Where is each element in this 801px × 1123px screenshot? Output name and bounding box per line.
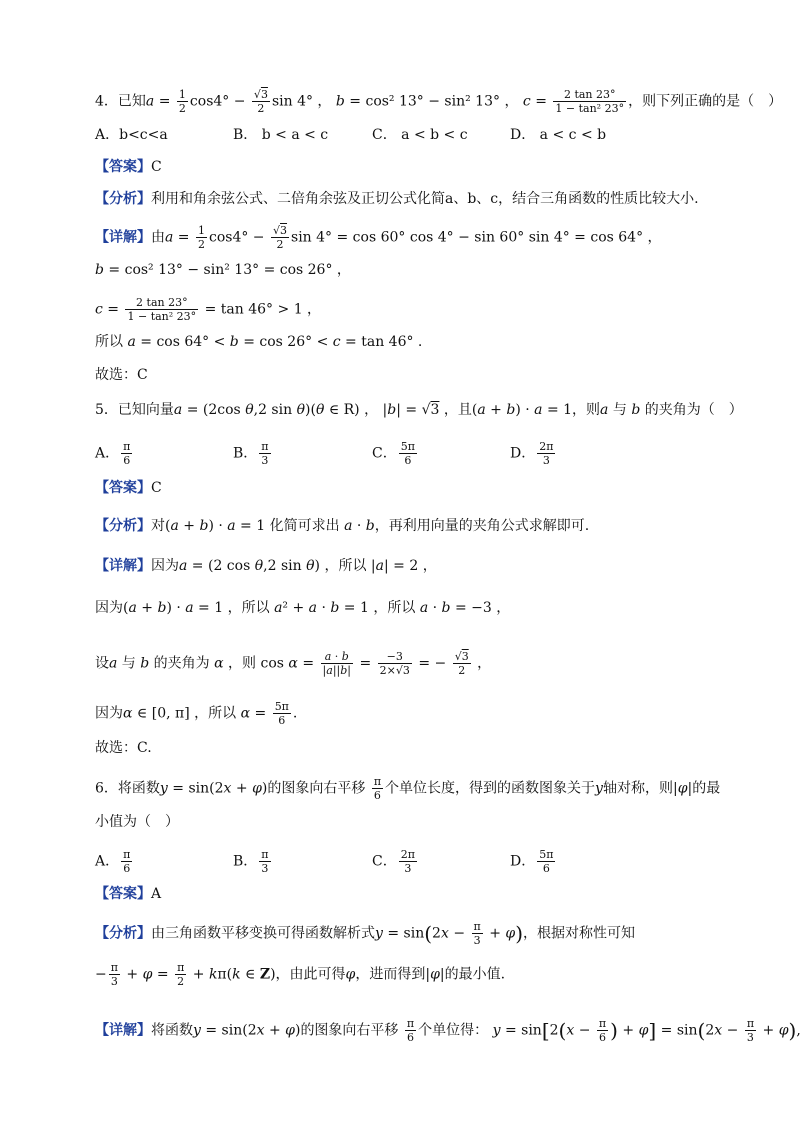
- q6-option-a[interactable]: A． $\frac{\pi}{6}$: [95, 848, 131, 875]
- q4-option-b[interactable]: B． b < a < c: [233, 127, 329, 143]
- q6-option-d[interactable]: D． $\frac{5\pi}{6}$: [510, 848, 554, 875]
- q4-option-c[interactable]: C． a < b < c: [372, 127, 468, 143]
- q5-conclusion: 故选：C.: [95, 740, 152, 756]
- q4-detail-line2: b = cos² 13° − sin² 13° = cos 26° ，: [95, 262, 351, 278]
- q6-analysis-line2: − $\frac{\pi}{3}$ + φ = $\frac{\pi}{2}$ + kπ(k ∈ Z)，由此可得φ，进而得到|φ|的最小值.: [95, 961, 506, 988]
- q6-analysis-line1: 【分析】由三角函数平移变换可得函数解析式y = sin(2x − $\frac{\pi}{3}$ + φ)，根据对称性可知: [95, 920, 636, 947]
- q5-detail-line3: 设a 与 b 的夹角为 α ，则 cos α = $\frac{a \cdot b}{|a||b|}$ = $\frac{-3}{2\times√3}$ = − $\frac{√3}{2}$ ，: [95, 650, 492, 677]
- q5-option-d[interactable]: D． $\frac{2\pi}{3}$: [510, 440, 554, 467]
- q6-stem-line2: 小值为（ ）: [95, 814, 179, 830]
- q6-detail-line1: 【详解】将函数y = sin(2x + φ)的图象向右平移 $\frac{\pi}{6}$ 个单位得： y = sin[2(x − $\frac{\pi}{6}$ ) + φ] = sin(2x − $\frac{\pi}{3}$ + φ),: [95, 1017, 801, 1044]
- q6-stem-line1: 6．将函数y = sin(2x + φ)的图象向右平移 $\frac{\pi}{6}$ 个单位长度，得到的函数图象关于y轴对称，则|φ|的最: [95, 775, 721, 802]
- q5-detail-line2: 因为(a + b) · a = 1 ，所以 a² + a · b = 1 ，所以 a · b = −3 ，: [95, 600, 511, 616]
- q6-option-b[interactable]: B． $\frac{\pi}{3}$: [233, 848, 269, 875]
- q4-detail-line4: 所以 a = cos 64° < b = cos 26° < c = tan 46° .: [95, 334, 423, 350]
- q4-detail-line3: c = $\frac{2 \tan 23^\circ}{\text{1 − tan² 23°}}$ = tan 46° > 1 ，: [95, 296, 322, 323]
- q4-option-a[interactable]: A．b<c<a: [95, 127, 168, 143]
- q5-option-c[interactable]: C． $\frac{5\pi}{6}$: [372, 440, 415, 467]
- q4-stem: 4．已知a = $\frac{1}{2}$ cos4° − $\frac{√3}{2}$ sin 4° ， b = cos² 13° − sin² 13° ， c = $\frac{2 \tan 23^\circ}{\text{1 − tan² 23°}}$ ，则下列正确的是（ ）: [95, 88, 783, 115]
- q5-detail-line1: 【详解】因为a = (2 cos θ,2 sin θ) ，所以 |a| = 2 ，: [95, 558, 437, 574]
- q5-detail-line4: 因为α ∈ [0, π] ，所以 α = $\frac{5\pi}{6}$ .: [95, 700, 298, 727]
- q4-detail-line1: 【详解】由a = $\frac{1}{2}$ cos4° − $\frac{√3}{2}$ sin 4° = cos 60° cos 4° − sin 60° sin 4° = cos 64° ，: [95, 224, 662, 251]
- q4-option-d[interactable]: D． a < c < b: [510, 127, 607, 143]
- q4-analysis: 【分析】利用和角余弦公式、二倍角余弦及正切公式化简a、b、c，结合三角函数的性质比较大小.: [95, 191, 699, 207]
- q6-answer: 【答案】A: [95, 886, 162, 902]
- q6-option-c[interactable]: C． $\frac{2\pi}{3}$: [372, 848, 415, 875]
- q5-option-a[interactable]: A． $\frac{\pi}{6}$: [95, 440, 131, 467]
- q5-stem: 5．已知向量a = (2cos θ,2 sin θ)(θ ∈ R) ， |b| = √3 ，且(a + b) · a = 1，则a 与 b 的夹角为（ ）: [95, 402, 743, 418]
- q5-analysis: 【分析】对(a + b) · a = 1 化简可求出 a · b，再利用向量的夹角公式求解即可.: [95, 518, 590, 534]
- q5-answer: 【答案】C: [95, 480, 162, 496]
- q5-option-b[interactable]: B． $\frac{\pi}{3}$: [233, 440, 269, 467]
- q4-conclusion: 故选：C: [95, 367, 148, 383]
- q4-answer: 【答案】C: [95, 159, 162, 175]
